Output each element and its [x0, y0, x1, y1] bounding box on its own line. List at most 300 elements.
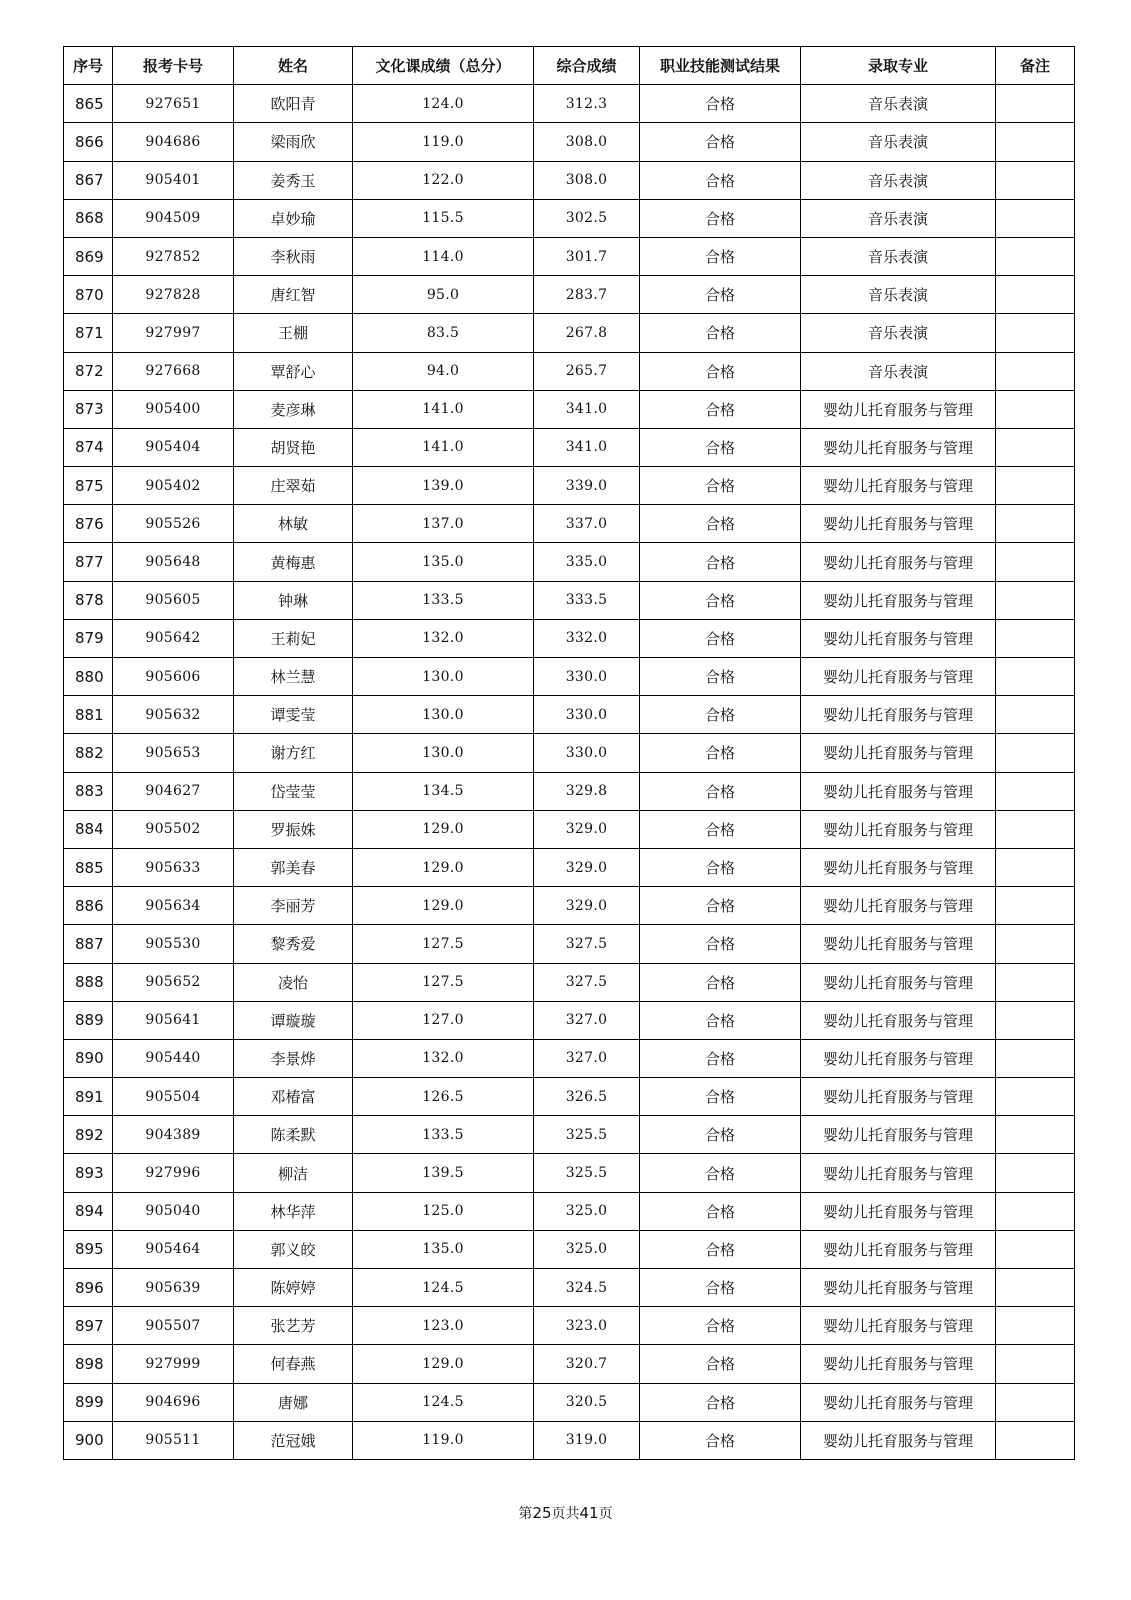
- cell-culture-score: 133.5: [353, 1116, 534, 1154]
- cell-name: 黎秀爱: [234, 925, 353, 963]
- cell-remarks: [996, 467, 1075, 505]
- table-row: [64, 123, 1075, 161]
- cell-major: 婴幼儿托育服务与管理: [801, 1116, 996, 1154]
- cell-name: 柳洁: [234, 1154, 353, 1192]
- table-row: [64, 1307, 1075, 1345]
- cell-culture-score: 119.0: [353, 1421, 534, 1459]
- cell-culture-score: 129.0: [353, 848, 534, 886]
- cell-name: 王棚: [234, 314, 353, 352]
- cell-culture-score: 130.0: [353, 696, 534, 734]
- cell-culture-score: 95.0: [353, 276, 534, 314]
- cell-culture-score: 134.5: [353, 772, 534, 810]
- cell-name: 唐红智: [234, 276, 353, 314]
- table-row: [64, 467, 1075, 505]
- table-row: [64, 1001, 1075, 1039]
- cell-name: 黄梅惠: [234, 543, 353, 581]
- cell-composite-score: 335.0: [534, 543, 640, 581]
- cell-exam-card: 905404: [113, 428, 234, 466]
- cell-name: 何春燕: [234, 1345, 353, 1383]
- cell-name: 岱莹莹: [234, 772, 353, 810]
- cell-skill-result: 合格: [640, 1078, 801, 1116]
- cell-seq: 871: [64, 314, 113, 352]
- cell-major: 婴幼儿托育服务与管理: [801, 1078, 996, 1116]
- header-skill-test-result: 职业技能测试结果: [640, 47, 801, 85]
- cell-remarks: [996, 123, 1075, 161]
- table-row: [64, 581, 1075, 619]
- cell-seq: 867: [64, 161, 113, 199]
- cell-exam-card: 905440: [113, 1039, 234, 1077]
- cell-seq: 887: [64, 925, 113, 963]
- cell-skill-result: 合格: [640, 1230, 801, 1268]
- cell-skill-result: 合格: [640, 1192, 801, 1230]
- cell-composite-score: 326.5: [534, 1078, 640, 1116]
- cell-composite-score: 267.8: [534, 314, 640, 352]
- cell-remarks: [996, 390, 1075, 428]
- cell-exam-card: 927996: [113, 1154, 234, 1192]
- cell-skill-result: 合格: [640, 543, 801, 581]
- cell-skill-result: 合格: [640, 467, 801, 505]
- cell-skill-result: 合格: [640, 85, 801, 123]
- cell-major: 婴幼儿托育服务与管理: [801, 1307, 996, 1345]
- cell-remarks: [996, 772, 1075, 810]
- cell-major: 婴幼儿托育服务与管理: [801, 467, 996, 505]
- cell-remarks: [996, 848, 1075, 886]
- table-row: [64, 1154, 1075, 1192]
- cell-seq: 879: [64, 619, 113, 657]
- cell-skill-result: 合格: [640, 352, 801, 390]
- cell-remarks: [996, 428, 1075, 466]
- cell-composite-score: 327.5: [534, 963, 640, 1001]
- cell-composite-score: 301.7: [534, 237, 640, 275]
- cell-culture-score: 130.0: [353, 658, 534, 696]
- cell-remarks: [996, 352, 1075, 390]
- cell-skill-result: 合格: [640, 734, 801, 772]
- cell-composite-score: 341.0: [534, 390, 640, 428]
- cell-name: 卓妙瑜: [234, 199, 353, 237]
- cell-major: 婴幼儿托育服务与管理: [801, 772, 996, 810]
- cell-exam-card: 905652: [113, 963, 234, 1001]
- header-culture-score: 文化课成绩（总分）: [353, 47, 534, 85]
- cell-name: 范冠娥: [234, 1421, 353, 1459]
- cell-name: 陈柔默: [234, 1116, 353, 1154]
- cell-name: 李景烨: [234, 1039, 353, 1077]
- cell-name: 陈婷婷: [234, 1269, 353, 1307]
- cell-culture-score: 129.0: [353, 887, 534, 925]
- cell-remarks: [996, 1001, 1075, 1039]
- table-row: [64, 85, 1075, 123]
- cell-skill-result: 合格: [640, 772, 801, 810]
- cell-name: 林兰慧: [234, 658, 353, 696]
- cell-remarks: [996, 237, 1075, 275]
- cell-major: 婴幼儿托育服务与管理: [801, 1230, 996, 1268]
- cell-major: 婴幼儿托育服务与管理: [801, 1421, 996, 1459]
- cell-name: 林华萍: [234, 1192, 353, 1230]
- cell-name: 郭义皎: [234, 1230, 353, 1268]
- cell-exam-card: 904696: [113, 1383, 234, 1421]
- cell-culture-score: 83.5: [353, 314, 534, 352]
- cell-major: 婴幼儿托育服务与管理: [801, 581, 996, 619]
- footer-prefix: 第: [518, 1506, 533, 1522]
- cell-composite-score: 327.5: [534, 925, 640, 963]
- cell-name: 李秋雨: [234, 237, 353, 275]
- table-row: [64, 734, 1075, 772]
- cell-exam-card: 905606: [113, 658, 234, 696]
- table-row: [64, 925, 1075, 963]
- table-row: [64, 1421, 1075, 1459]
- table-row: [64, 428, 1075, 466]
- cell-name: 麦彦琳: [234, 390, 353, 428]
- table-row: [64, 658, 1075, 696]
- cell-seq: 883: [64, 772, 113, 810]
- cell-seq: 866: [64, 123, 113, 161]
- cell-exam-card: 927668: [113, 352, 234, 390]
- table-row: [64, 848, 1075, 886]
- cell-exam-card: 905401: [113, 161, 234, 199]
- cell-name: 唐娜: [234, 1383, 353, 1421]
- cell-skill-result: 合格: [640, 1383, 801, 1421]
- cell-major: 音乐表演: [801, 352, 996, 390]
- cell-major: 婴幼儿托育服务与管理: [801, 1001, 996, 1039]
- cell-name: 凌怡: [234, 963, 353, 1001]
- table-row: [64, 963, 1075, 1001]
- cell-major: 婴幼儿托育服务与管理: [801, 1154, 996, 1192]
- cell-seq: 878: [64, 581, 113, 619]
- cell-seq: 874: [64, 428, 113, 466]
- cell-exam-card: 927852: [113, 237, 234, 275]
- header-name: 姓名: [234, 47, 353, 85]
- cell-seq: 881: [64, 696, 113, 734]
- cell-culture-score: 114.0: [353, 237, 534, 275]
- cell-major: 音乐表演: [801, 237, 996, 275]
- cell-skill-result: 合格: [640, 1345, 801, 1383]
- cell-exam-card: 905400: [113, 390, 234, 428]
- cell-skill-result: 合格: [640, 658, 801, 696]
- cell-major: 音乐表演: [801, 199, 996, 237]
- cell-skill-result: 合格: [640, 505, 801, 543]
- cell-exam-card: 905530: [113, 925, 234, 963]
- cell-skill-result: 合格: [640, 619, 801, 657]
- cell-remarks: [996, 1154, 1075, 1192]
- table-row: [64, 619, 1075, 657]
- cell-seq: 876: [64, 505, 113, 543]
- cell-culture-score: 129.0: [353, 810, 534, 848]
- cell-seq: 885: [64, 848, 113, 886]
- cell-major: 音乐表演: [801, 276, 996, 314]
- cell-composite-score: 324.5: [534, 1269, 640, 1307]
- cell-major: 婴幼儿托育服务与管理: [801, 619, 996, 657]
- footer-page-number: 25: [532, 1504, 552, 1522]
- cell-composite-score: 308.0: [534, 123, 640, 161]
- table-row: [64, 810, 1075, 848]
- cell-name: 谢方红: [234, 734, 353, 772]
- cell-composite-score: 341.0: [534, 428, 640, 466]
- cell-skill-result: 合格: [640, 963, 801, 1001]
- cell-major: 婴幼儿托育服务与管理: [801, 810, 996, 848]
- cell-culture-score: 139.5: [353, 1154, 534, 1192]
- cell-major: 婴幼儿托育服务与管理: [801, 1269, 996, 1307]
- cell-skill-result: 合格: [640, 276, 801, 314]
- table-row: [64, 1116, 1075, 1154]
- cell-major: 婴幼儿托育服务与管理: [801, 696, 996, 734]
- admission-results-table: [63, 46, 1075, 1460]
- cell-major: 婴幼儿托育服务与管理: [801, 734, 996, 772]
- cell-exam-card: 927651: [113, 85, 234, 123]
- cell-culture-score: 125.0: [353, 1192, 534, 1230]
- cell-culture-score: 122.0: [353, 161, 534, 199]
- cell-major: 婴幼儿托育服务与管理: [801, 505, 996, 543]
- cell-exam-card: 905648: [113, 543, 234, 581]
- cell-seq: 872: [64, 352, 113, 390]
- cell-major: 婴幼儿托育服务与管理: [801, 1192, 996, 1230]
- table-row: [64, 1192, 1075, 1230]
- cell-culture-score: 137.0: [353, 505, 534, 543]
- cell-name: 庄翠茹: [234, 467, 353, 505]
- cell-name: 罗振姝: [234, 810, 353, 848]
- cell-culture-score: 127.5: [353, 963, 534, 1001]
- cell-seq: 893: [64, 1154, 113, 1192]
- cell-seq: 889: [64, 1001, 113, 1039]
- table-row: [64, 1269, 1075, 1307]
- cell-skill-result: 合格: [640, 161, 801, 199]
- cell-culture-score: 94.0: [353, 352, 534, 390]
- cell-name: 张艺芳: [234, 1307, 353, 1345]
- table-body: [64, 85, 1075, 1460]
- table-row: [64, 161, 1075, 199]
- cell-exam-card: 905642: [113, 619, 234, 657]
- page-footer: [0, 1503, 1131, 1523]
- header-remarks: 备注: [996, 47, 1075, 85]
- cell-remarks: [996, 925, 1075, 963]
- cell-culture-score: 141.0: [353, 390, 534, 428]
- cell-seq: 865: [64, 85, 113, 123]
- cell-major: 音乐表演: [801, 161, 996, 199]
- cell-culture-score: 130.0: [353, 734, 534, 772]
- cell-exam-card: 927997: [113, 314, 234, 352]
- cell-seq: 896: [64, 1269, 113, 1307]
- cell-remarks: [996, 658, 1075, 696]
- cell-remarks: [996, 1116, 1075, 1154]
- cell-composite-score: 329.0: [534, 887, 640, 925]
- cell-composite-score: 337.0: [534, 505, 640, 543]
- cell-composite-score: 330.0: [534, 658, 640, 696]
- cell-culture-score: 127.5: [353, 925, 534, 963]
- cell-exam-card: 905605: [113, 581, 234, 619]
- cell-remarks: [996, 276, 1075, 314]
- cell-composite-score: 330.0: [534, 696, 640, 734]
- cell-remarks: [996, 1039, 1075, 1077]
- table-row: [64, 1230, 1075, 1268]
- cell-composite-score: 302.5: [534, 199, 640, 237]
- cell-skill-result: 合格: [640, 390, 801, 428]
- table-row: [64, 696, 1075, 734]
- cell-name: 谭雯莹: [234, 696, 353, 734]
- cell-composite-score: 319.0: [534, 1421, 640, 1459]
- table-row: [64, 352, 1075, 390]
- cell-exam-card: 905653: [113, 734, 234, 772]
- cell-name: 邓椿富: [234, 1078, 353, 1116]
- cell-major: 音乐表演: [801, 85, 996, 123]
- cell-remarks: [996, 1345, 1075, 1383]
- cell-exam-card: 905526: [113, 505, 234, 543]
- cell-seq: 892: [64, 1116, 113, 1154]
- cell-major: 婴幼儿托育服务与管理: [801, 1345, 996, 1383]
- cell-exam-card: 905464: [113, 1230, 234, 1268]
- cell-skill-result: 合格: [640, 581, 801, 619]
- table-row: [64, 1383, 1075, 1421]
- cell-seq: 899: [64, 1383, 113, 1421]
- cell-culture-score: 129.0: [353, 1345, 534, 1383]
- cell-remarks: [996, 1383, 1075, 1421]
- cell-remarks: [996, 696, 1075, 734]
- cell-remarks: [996, 543, 1075, 581]
- cell-major: 婴幼儿托育服务与管理: [801, 887, 996, 925]
- cell-name: 姜秀玉: [234, 161, 353, 199]
- cell-skill-result: 合格: [640, 925, 801, 963]
- table-row: [64, 505, 1075, 543]
- cell-skill-result: 合格: [640, 848, 801, 886]
- cell-skill-result: 合格: [640, 1039, 801, 1077]
- cell-culture-score: 139.0: [353, 467, 534, 505]
- cell-exam-card: 905633: [113, 848, 234, 886]
- cell-exam-card: 905639: [113, 1269, 234, 1307]
- cell-major: 婴幼儿托育服务与管理: [801, 1039, 996, 1077]
- cell-skill-result: 合格: [640, 1116, 801, 1154]
- header-admitted-major: 录取专业: [801, 47, 996, 85]
- footer-middle: 页共: [551, 1506, 580, 1522]
- cell-seq: 875: [64, 467, 113, 505]
- cell-skill-result: 合格: [640, 810, 801, 848]
- cell-remarks: [996, 963, 1075, 1001]
- cell-exam-card: 904627: [113, 772, 234, 810]
- table-row: [64, 390, 1075, 428]
- cell-culture-score: 123.0: [353, 1307, 534, 1345]
- cell-skill-result: 合格: [640, 1154, 801, 1192]
- cell-composite-score: 332.0: [534, 619, 640, 657]
- footer-total-pages: 41: [579, 1504, 599, 1522]
- cell-culture-score: 124.0: [353, 85, 534, 123]
- cell-remarks: [996, 1307, 1075, 1345]
- cell-remarks: [996, 581, 1075, 619]
- cell-seq: 880: [64, 658, 113, 696]
- cell-remarks: [996, 1078, 1075, 1116]
- cell-culture-score: 124.5: [353, 1269, 534, 1307]
- cell-remarks: [996, 505, 1075, 543]
- cell-remarks: [996, 1269, 1075, 1307]
- header-composite-score: 综合成绩: [534, 47, 640, 85]
- cell-exam-card: 904686: [113, 123, 234, 161]
- cell-seq: 894: [64, 1192, 113, 1230]
- cell-remarks: [996, 85, 1075, 123]
- cell-composite-score: 320.5: [534, 1383, 640, 1421]
- cell-exam-card: 905641: [113, 1001, 234, 1039]
- cell-exam-card: 927999: [113, 1345, 234, 1383]
- cell-name: 李丽芳: [234, 887, 353, 925]
- cell-remarks: [996, 314, 1075, 352]
- cell-composite-score: 329.0: [534, 848, 640, 886]
- cell-composite-score: 308.0: [534, 161, 640, 199]
- cell-composite-score: 283.7: [534, 276, 640, 314]
- cell-seq: 898: [64, 1345, 113, 1383]
- cell-major: 音乐表演: [801, 123, 996, 161]
- cell-seq: 890: [64, 1039, 113, 1077]
- cell-exam-card: 904389: [113, 1116, 234, 1154]
- cell-composite-score: 329.0: [534, 810, 640, 848]
- cell-seq: 870: [64, 276, 113, 314]
- cell-name: 覃舒心: [234, 352, 353, 390]
- cell-composite-score: 327.0: [534, 1001, 640, 1039]
- cell-composite-score: 330.0: [534, 734, 640, 772]
- table-row: [64, 199, 1075, 237]
- cell-major: 婴幼儿托育服务与管理: [801, 925, 996, 963]
- cell-skill-result: 合格: [640, 123, 801, 161]
- cell-seq: 897: [64, 1307, 113, 1345]
- cell-composite-score: 312.3: [534, 85, 640, 123]
- cell-exam-card: 905402: [113, 467, 234, 505]
- cell-skill-result: 合格: [640, 1001, 801, 1039]
- cell-major: 音乐表演: [801, 314, 996, 352]
- table-row: [64, 314, 1075, 352]
- cell-culture-score: 141.0: [353, 428, 534, 466]
- cell-name: 林敏: [234, 505, 353, 543]
- cell-remarks: [996, 619, 1075, 657]
- cell-skill-result: 合格: [640, 1269, 801, 1307]
- cell-major: 婴幼儿托育服务与管理: [801, 848, 996, 886]
- cell-name: 钟琳: [234, 581, 353, 619]
- cell-seq: 886: [64, 887, 113, 925]
- cell-culture-score: 132.0: [353, 1039, 534, 1077]
- cell-seq: 884: [64, 810, 113, 848]
- cell-exam-card: 905507: [113, 1307, 234, 1345]
- cell-culture-score: 119.0: [353, 123, 534, 161]
- cell-culture-score: 135.0: [353, 1230, 534, 1268]
- cell-remarks: [996, 161, 1075, 199]
- cell-seq: 873: [64, 390, 113, 428]
- header-exam-card: 报考卡号: [113, 47, 234, 85]
- cell-name: 谭璇璇: [234, 1001, 353, 1039]
- cell-skill-result: 合格: [640, 1421, 801, 1459]
- cell-composite-score: 325.0: [534, 1192, 640, 1230]
- cell-name: 郭美春: [234, 848, 353, 886]
- cell-seq: 895: [64, 1230, 113, 1268]
- footer-suffix: 页: [598, 1506, 613, 1522]
- cell-seq: 891: [64, 1078, 113, 1116]
- cell-composite-score: 325.5: [534, 1154, 640, 1192]
- cell-seq: 888: [64, 963, 113, 1001]
- table-row: [64, 276, 1075, 314]
- table-row: [64, 887, 1075, 925]
- cell-composite-score: 265.7: [534, 352, 640, 390]
- cell-composite-score: 329.8: [534, 772, 640, 810]
- cell-culture-score: 126.5: [353, 1078, 534, 1116]
- cell-major: 婴幼儿托育服务与管理: [801, 658, 996, 696]
- cell-exam-card: 904509: [113, 199, 234, 237]
- cell-major: 婴幼儿托育服务与管理: [801, 963, 996, 1001]
- cell-remarks: [996, 1230, 1075, 1268]
- cell-culture-score: 132.0: [353, 619, 534, 657]
- cell-composite-score: 325.0: [534, 1230, 640, 1268]
- cell-seq: 868: [64, 199, 113, 237]
- cell-major: 婴幼儿托育服务与管理: [801, 543, 996, 581]
- cell-name: 胡贤艳: [234, 428, 353, 466]
- cell-culture-score: 124.5: [353, 1383, 534, 1421]
- cell-seq: 882: [64, 734, 113, 772]
- cell-composite-score: 339.0: [534, 467, 640, 505]
- table-row: [64, 543, 1075, 581]
- cell-composite-score: 333.5: [534, 581, 640, 619]
- cell-major: 婴幼儿托育服务与管理: [801, 428, 996, 466]
- cell-composite-score: 323.0: [534, 1307, 640, 1345]
- cell-composite-score: 320.7: [534, 1345, 640, 1383]
